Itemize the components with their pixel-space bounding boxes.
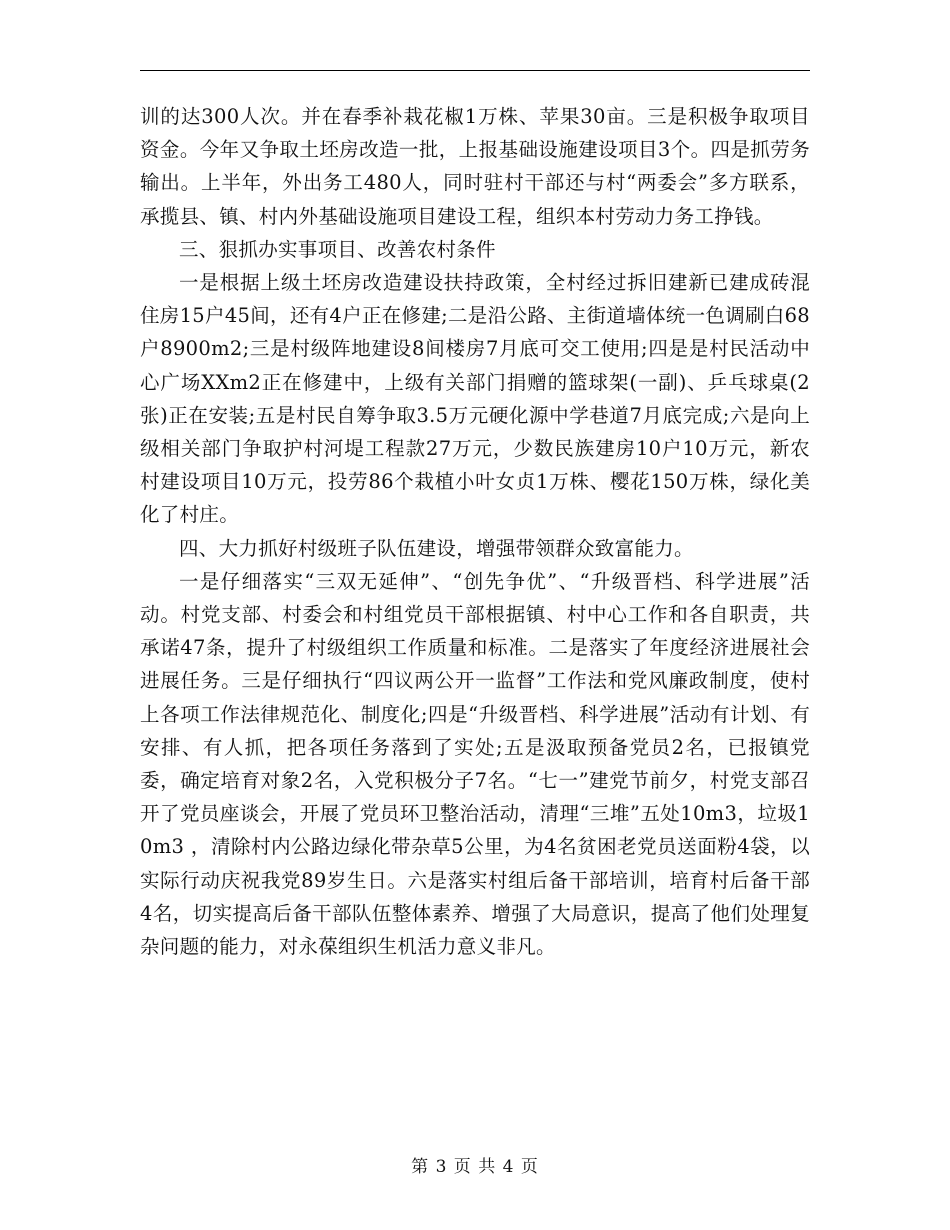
document-body — [140, 100, 810, 963]
section-heading-practical-projects: 三、狠抓办实事项目、改善农村条件 — [179, 237, 496, 261]
paragraph-team-building: 一是仔细落实“三双无延伸”、“创先争优”、“升级晋档、科学进展”活动。村党支部、村委会和村组党员干部根据镇、村中心工作和各自职责，共承诺47条，提升了村级组织工作质量和标准。二是落实了年度经济进展社会进展任务。三是仔细执行“四议两公开一监督”工作法和党风廉政制度，使村上各项工作法律规范化、制度化;四是“升级晋档、科学进展”活动有计划、有安排、有人抓，把各项任务落到了实处;五是汲取预备党员2名，已报镇党委，确定培育对象2名，入党积极分子7名。“七一”建党节前夕，村党支部召开了党员座谈会，开展了党员环卫整治活动，清理“三堆”五处10m3，垃圾10m3 ，清除村内公路边绿化带杂草5公里，为4名贫困老党员送面粉4袋，以实际行动庆祝我党89岁生日。六是落实村组后备干部培训，培育村后备干部4名，切实提高后备干部队伍整体素养、增强了大局意识，提高了他们处理复杂问题的能力，对永葆组织生机活力意义非凡。 — [140, 569, 810, 959]
header-divider — [140, 70, 810, 71]
paragraph-practical-projects: 一是根据上级土坯房改造建设扶持政策，全村经过拆旧建新已建成砖混住房15户45间，还有4户正在修建;二是沿公路、主街道墙体统一色调刷白68户8900m2;三是村级阵地建设8间楼房7月底可交工使用;四是是村民活动中心广场XXm2正在修建中，上级有关部门捐赠的篮球架(一副)、乒乓球桌(2张)正在安装;五是村民自筹争取3.5万元硬化源中学巷道7月底完成;六是向上级相关部门争取护村河堤工程款27万元，少数民族建房10户10万元，新农村建设项目10万元，投劳86个栽植小叶女贞1万株、樱花150万株，绿化美化了村庄。 — [140, 271, 811, 527]
page-footer — [0, 1152, 950, 1177]
paragraph-labor-export: 训的达300人次。并在春季补栽花椒1万株、苹果30亩。三是积极争取项目资金。今年又争取土坯房改造一批，上报基础设施建设项目3个。四是抓劳务输出。上半年，外出务工480人，同时驻村干部还与村“两委会”多方联系，承揽县、镇、村内外基础设施项目建设工程，组织本村劳动力务工挣钱。 — [140, 105, 810, 228]
section-heading-team-building: 四、大力抓好村级班子队伍建设，增强带领群众致富能力。 — [179, 536, 694, 560]
page-number-label: 第 3 页 共 4 页 — [411, 1157, 539, 1177]
